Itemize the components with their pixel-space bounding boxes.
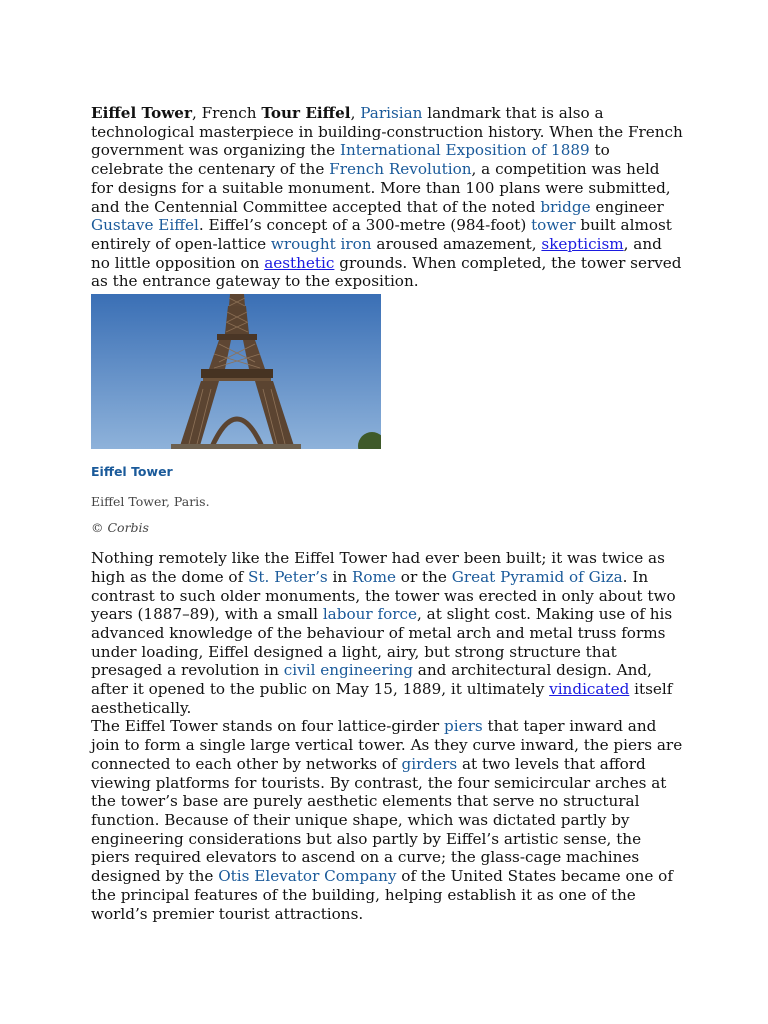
eiffel-tower-photo[interactable] [91,294,381,449]
figure-credit: © Corbis [91,520,149,536]
text: , at slight cost. Making use of his advanced knowledge of the behaviour of metal arch and metal truss forms under loading, Eiffel designed a light, airy, but strong structure that presaged a revolution in [91,605,673,680]
text: landmark that is also a technological masterpiece in building-construction history. When the French government was organizing the [91,104,683,160]
text: of the United States became one of the principal features of the building, helping establish it as one of the world’s premier tourist attractions. [91,867,673,923]
text: The Eiffel Tower stands on four lattice-girder [91,717,445,736]
text: . Eiffel’s concept of a 300-metre (984-foot) [198,216,532,235]
text: to celebrate the centenary of the [91,141,610,179]
figure-title[interactable]: Eiffel Tower [91,464,173,480]
text: in [327,567,352,586]
text: grounds. When completed, the tower served as the entrance gateway to the exposition. [91,253,682,291]
figure-caption: Eiffel Tower, Paris. [91,493,210,509]
link-civil-engineering[interactable]: civil engineering [283,661,413,680]
term-bold: Eiffel Tower [91,104,192,122]
text: aroused amazement, [371,234,542,253]
link-gustave-eiffel[interactable]: Gustave Eiffel [91,216,199,235]
link-rome[interactable]: Rome [352,567,396,586]
link-otis-elevator[interactable]: Otis Elevator Company [218,867,397,886]
article [91,104,683,923]
link-girders[interactable]: girders [401,754,458,773]
link-st-peters[interactable]: St. Peter’s [248,567,328,586]
link-vindicated[interactable]: vindicated [549,680,630,699]
intro-paragraph [91,104,683,291]
body-paragraph-2 [91,717,683,923]
text: and architectural design. And, after it opened to the public on May 15, 1889, it ultimately [91,661,652,699]
link-wrought-iron[interactable]: wrought iron [270,234,372,253]
link-aesthetic[interactable]: aesthetic [264,253,335,272]
link-french-revolution[interactable]: French Revolution [329,160,472,179]
text: or the [395,567,452,586]
term-fr-bold: Tour Eiffel [261,104,351,122]
text: at two levels that afford viewing platforms for tourists. By contrast, the four semicircular arches at the tower’s base are purely aesthetic elements that serve no structural function. Because of their unique shape, which was dictated partly by engineering considerations but also partly by Eiffel’s artistic sense, the piers required elevators to ascend on a curve; the glass-cage machines designed by the [91,754,667,886]
text: Nothing remotely like the Eiffel Tower had ever been built; it was twice as high as the dome of [91,549,665,586]
link-skepticism[interactable]: skepticism [541,234,624,253]
link-tower[interactable]: tower [531,216,576,235]
link-labour-force[interactable]: labour force [322,605,417,624]
link-bridge[interactable]: bridge [540,197,591,216]
text: that taper inward and join to form a single large vertical tower. As they curve inward, the piers are connected to each other by networks of [91,717,683,773]
text: , a competition was held for designs for a suitable monument. More than 100 plans were submitted, and the Centennial Committee accepted that of the noted [91,160,671,216]
text: . In contrast to such older monuments, the tower was erected in only about two years (1887–89), with a small [91,567,676,624]
link-piers[interactable]: piers [444,717,483,736]
link-international-exposition[interactable]: International Exposition of 1889 [339,141,590,160]
text: , French [191,104,262,122]
text: , [350,104,361,122]
text: itself aesthetically. [91,680,673,717]
eiffel-tower-photo-icon [91,294,381,449]
link-parisian[interactable]: Parisian [360,104,423,122]
body-paragraph-1 [91,549,683,717]
text: built almost entirely of open-lattice [91,216,672,253]
text: engineer [590,197,664,216]
text: , and no little opposition on [91,234,662,272]
link-great-pyramid[interactable]: Great Pyramid of Giza [451,567,623,586]
